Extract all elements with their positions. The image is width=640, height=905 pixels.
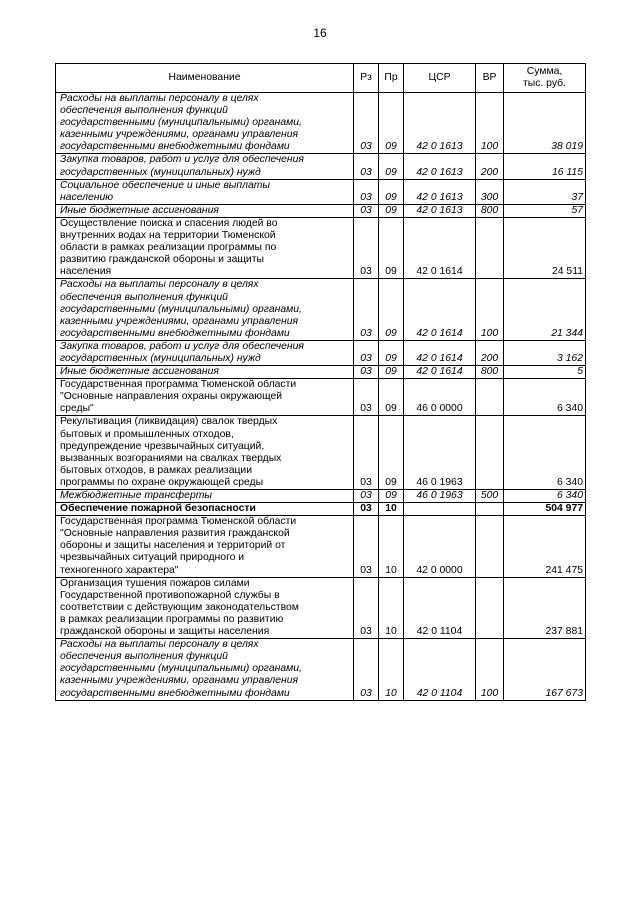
cell-pr: 09 [379,416,404,490]
cell-pr: 09 [379,340,404,365]
cell-name [56,93,354,154]
table-row [56,217,586,278]
header-sum-line1: Сумма, [526,65,563,77]
cell-pr: 09 [379,279,404,340]
cell-rz: 03 [354,217,379,278]
cell-sum: 241 475 [504,516,586,577]
cell-name-line: государственными (муниципальными) органами, [60,303,302,315]
cell-name-line: обеспечения выполнения функций [60,105,228,117]
cell-name [56,154,354,179]
cell-pr: 10 [379,577,404,638]
cell-name-line: казенными учреждениями, органами управления [60,675,299,687]
cell-rz: 03 [354,503,379,516]
table-row [56,639,586,700]
cell-name-line: Расходы на выплаты персоналу в целях [60,639,259,651]
cell-rz: 03 [354,490,379,503]
cell-name-line: Государственная программа Тюменской области [60,379,297,391]
cell-csr: 42 0 1613 [404,93,476,154]
cell-csr: 42 0 1614 [404,366,476,379]
cell-csr: 42 0 1613 [404,204,476,217]
cell-name-line: чрезвычайных ситуаций природного и [60,552,245,564]
header-sum [504,64,586,93]
cell-name [56,279,354,340]
cell-sum: 16 115 [504,154,586,179]
cell-rz: 03 [354,379,379,416]
cell-csr: 46 0 0000 [404,379,476,416]
table-row [56,93,586,154]
cell-rz: 03 [354,366,379,379]
cell-name [56,416,354,490]
cell-name [56,340,354,365]
cell-name [56,179,354,204]
cell-rz: 03 [354,204,379,217]
cell-vr: 500 [476,490,504,503]
cell-name-line: внутренних водах на территории Тюменской [60,230,276,242]
cell-name-line: техногенного характера" [60,564,179,576]
cell-name-line: Социальное обеспечение и иные выплаты [60,179,271,191]
cell-vr: 300 [476,179,504,204]
table-row [56,340,586,365]
cell-sum: 21 344 [504,279,586,340]
cell-rz: 03 [354,93,379,154]
table-row [56,179,586,204]
cell-pr: 09 [379,179,404,204]
cell-rz: 03 [354,639,379,700]
cell-vr: 800 [476,204,504,217]
cell-pr: 10 [379,516,404,577]
cell-vr [476,416,504,490]
cell-pr: 10 [379,639,404,700]
cell-vr [476,217,504,278]
header-csr: ЦСР [404,64,476,93]
cell-name-line: Закупка товаров, работ и услуг для обеспечения [60,340,304,352]
cell-name-line: развитию гражданской обороны и защиты [60,254,264,266]
cell-name-line: обеспечения выполнения функций [60,291,228,303]
cell-pr: 10 [379,503,404,516]
cell-rz: 03 [354,154,379,179]
cell-name-line: соответствии с действующим законодательством [60,601,299,613]
table-row [56,503,586,516]
table-row [56,279,586,340]
header-vr: ВР [476,64,504,93]
cell-name-line: обеспечения выполнения функций [60,651,228,663]
table-row [56,204,586,217]
cell-name-line: гражданской обороны и защиты населения [60,626,270,638]
cell-vr [476,577,504,638]
cell-name [56,503,354,516]
header-sum-line2: тыс. руб. [522,78,566,89]
cell-pr: 09 [379,93,404,154]
cell-name-line: Иные бюджетные ассигнования [60,204,219,216]
table-row [56,490,586,503]
cell-name-line: среды" [60,403,94,415]
cell-name-line: государственными внебюджетными фондами [60,327,290,339]
cell-pr: 09 [379,204,404,217]
cell-vr: 100 [476,93,504,154]
cell-sum: 167 673 [504,639,586,700]
cell-name [56,577,354,638]
cell-csr: 42 0 1613 [404,179,476,204]
table-row [56,379,586,416]
cell-name-line: вызванных возгораниями на свалках твердых [60,452,282,464]
table-row [56,577,586,638]
cell-name-line: Организация тушения пожаров силами [60,577,250,589]
cell-name [56,639,354,700]
cell-pr: 09 [379,490,404,503]
cell-sum: 37 [504,179,586,204]
cell-name-line: Государственной противопожарной службы в [60,589,280,601]
cell-vr: 100 [476,639,504,700]
cell-name-line: населения [60,266,112,278]
cell-pr: 09 [379,379,404,416]
header-name: Наименование [56,64,354,93]
cell-csr [404,503,476,516]
cell-name-line: государственных (муниципальных) нужд [60,352,261,364]
cell-name-line: Расходы на выплаты персоналу в целях [60,279,259,291]
cell-name-line: населению [60,191,114,203]
cell-pr: 09 [379,217,404,278]
cell-rz: 03 [354,279,379,340]
cell-name-line: Иные бюджетные ассигнования [60,366,219,378]
cell-pr: 09 [379,366,404,379]
cell-name [56,379,354,416]
cell-csr: 42 0 1614 [404,340,476,365]
cell-name-line: государственными внебюджетными фондами [60,687,290,699]
table-row [56,516,586,577]
cell-csr: 42 0 1613 [404,154,476,179]
header-pr: Пр [379,64,404,93]
cell-name-line: предупреждение чрезвычайных ситуаций, [60,440,265,452]
cell-name-line: "Основные направления развития гражданской [60,528,290,540]
table-header-row [56,64,586,93]
cell-name-line: государственных (муниципальных) нужд [60,166,261,178]
page-number: 16 [313,26,327,40]
cell-rz: 03 [354,577,379,638]
cell-csr: 42 0 1104 [404,639,476,700]
cell-name-line: области в рамках реализации программы по [60,242,277,254]
cell-name-line: Рекультивация (ликвидация) свалок твердых [60,416,278,428]
cell-name-line: Государственная программа Тюменской области [60,516,297,528]
cell-name-line: казенными учреждениями, органами управления [60,315,299,327]
cell-vr: 100 [476,279,504,340]
cell-name-line: государственными внебюджетными фондами [60,141,290,153]
cell-name-line: в рамках реализации программы по развитию [60,613,284,625]
cell-vr: 200 [476,154,504,179]
cell-vr [476,379,504,416]
cell-csr: 42 0 1614 [404,217,476,278]
cell-name [56,217,354,278]
cell-sum: 3 162 [504,340,586,365]
cell-pr: 09 [379,154,404,179]
cell-sum: 504 977 [504,503,586,516]
cell-sum: 38 019 [504,93,586,154]
cell-csr: 42 0 0000 [404,516,476,577]
table-row [56,154,586,179]
cell-vr: 200 [476,340,504,365]
cell-name-line: государственными (муниципальными) органами, [60,117,302,129]
cell-rz: 03 [354,516,379,577]
cell-sum: 6 340 [504,379,586,416]
cell-sum: 24 511 [504,217,586,278]
cell-name-line: программы по охране окружающей среды [60,476,264,488]
cell-name-line: бытовых и промышленных отходов, [60,428,234,440]
cell-sum: 237 881 [504,577,586,638]
cell-sum: 6 340 [504,416,586,490]
cell-name-line: обороны и защиты населения и территорий от [60,540,286,552]
cell-name-line: Обеспечение пожарной безопасности [60,503,256,515]
cell-name [56,204,354,217]
cell-name-line: Расходы на выплаты персоналу в целях [60,93,259,104]
cell-vr [476,516,504,577]
cell-sum: 6 340 [504,490,586,503]
cell-name [56,366,354,379]
cell-name [56,490,354,503]
cell-name-line: "Основные направления охраны окружающей [60,391,283,403]
cell-name-line: казенными учреждениями, органами управления [60,129,299,141]
cell-name-line: Осуществление поиска и спасения людей во [60,217,278,229]
cell-rz: 03 [354,179,379,204]
cell-csr: 46 0 1963 [404,490,476,503]
cell-csr: 42 0 1104 [404,577,476,638]
cell-csr: 42 0 1614 [404,279,476,340]
budget-table [55,63,586,701]
table-row [56,366,586,379]
table-row [56,416,586,490]
table-body [56,93,586,701]
cell-name-line: Закупка товаров, работ и услуг для обеспечения [60,154,304,166]
cell-name-line: государственными (муниципальными) органами, [60,663,302,675]
cell-csr: 46 0 1963 [404,416,476,490]
cell-name-line: бытовых отходов, в рамках реализации [60,464,253,476]
header-rz: Рз [354,64,379,93]
cell-vr: 800 [476,366,504,379]
cell-name-line: Межбюджетные трансферты [60,490,213,501]
cell-rz: 03 [354,340,379,365]
cell-sum: 5 [504,366,586,379]
cell-rz: 03 [354,416,379,490]
cell-sum: 57 [504,204,586,217]
cell-name [56,516,354,577]
cell-vr [476,503,504,516]
